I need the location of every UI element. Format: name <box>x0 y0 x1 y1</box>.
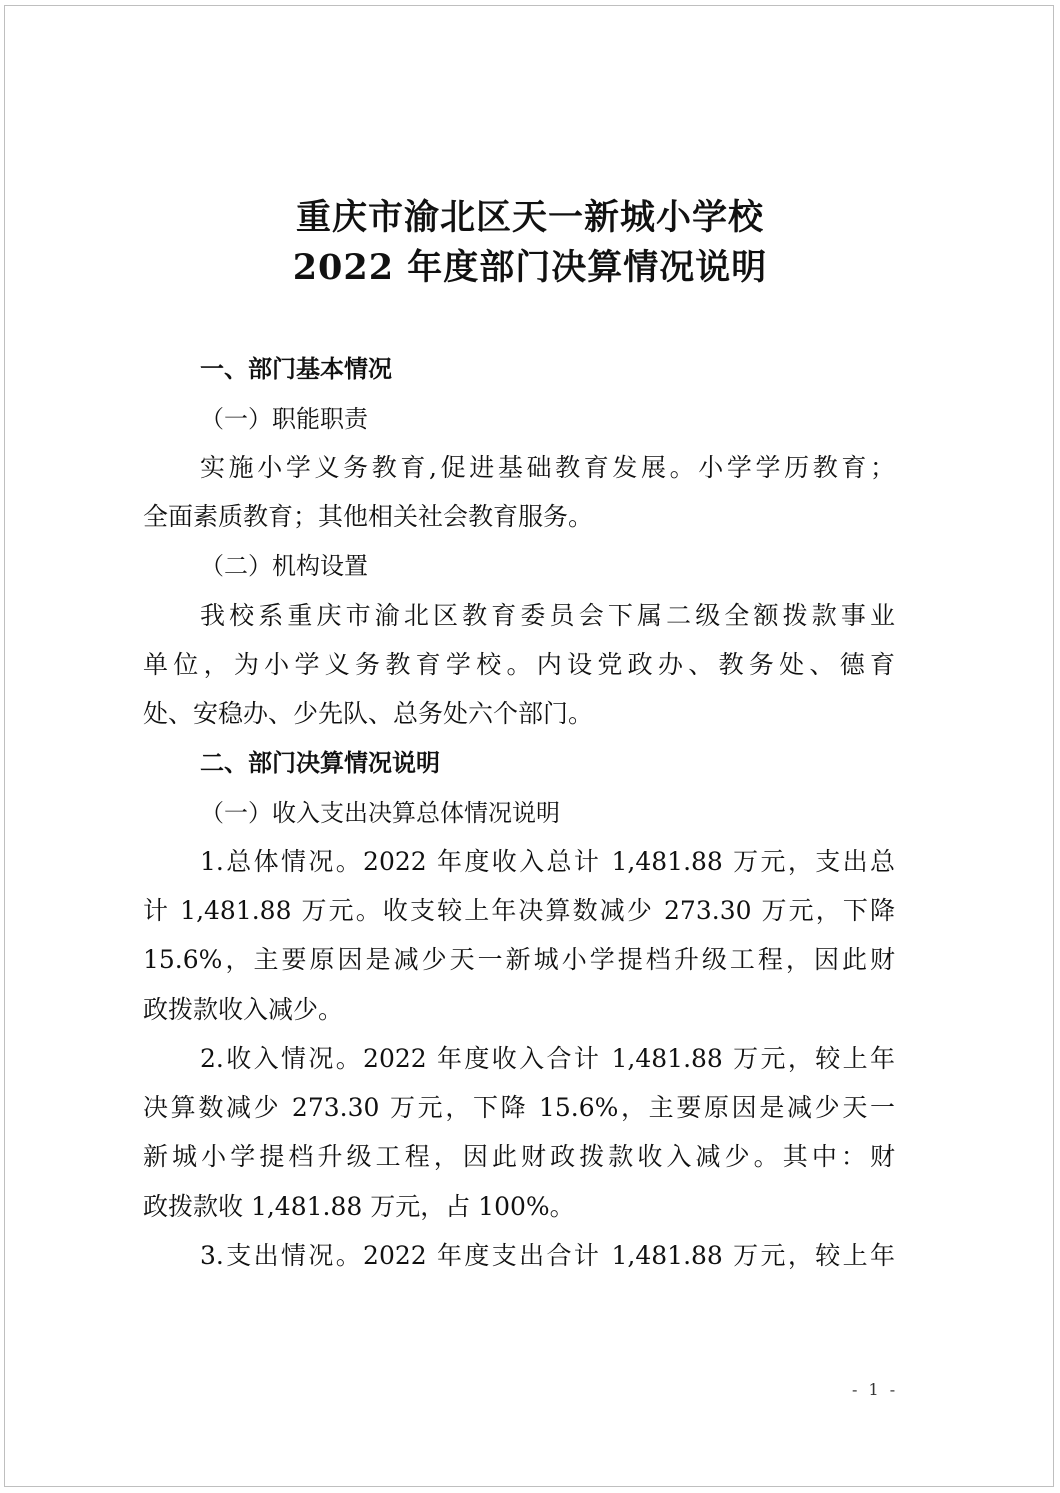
document-title-line-1: 重庆市渝北区天一新城小学校 <box>295 197 764 238</box>
page-number: - 1 - <box>852 1380 899 1399</box>
section-heading-1: 一、部门基本情况 <box>200 355 392 383</box>
paragraph-line: 计 1,481.88 万元。收支较上年决算数减少 273.30 万元，下降 <box>143 896 895 925</box>
paragraph-line: 单位，为小学义务教育学校。内设党政办、教务处、德育 <box>143 650 895 679</box>
paragraph-line: 我校系重庆市渝北区教育委员会下属二级全额拨款事业 <box>200 601 895 630</box>
paragraph-line: 新城小学提档升级工程，因此财政拨款收入减少。其中：财 <box>143 1142 895 1171</box>
paragraph-line: 政拨款收入减少。 <box>143 995 344 1024</box>
paragraph-line: 实施小学义务教育,促进基础教育发展。小学学历教育； <box>200 453 895 482</box>
subsection-heading-functions: （一）职能职责 <box>200 405 368 433</box>
paragraph-line: 处、安稳办、少先队、总务处六个部门。 <box>143 699 594 728</box>
paragraph-line: 1.总体情况。2022 年度收入总计 1,481.88 万元，支出总 <box>200 847 895 876</box>
paragraph-line: 决算数减少 273.30 万元，下降 15.6%，主要原因是减少天一 <box>143 1093 895 1122</box>
section-heading-2: 二、部门决算情况说明 <box>200 749 440 777</box>
paragraph-line: 全面素质教育；其他相关社会教育服务。 <box>143 502 594 531</box>
document-title-line-2: 2022 年度部门决算情况说明 <box>292 247 768 288</box>
paragraph-line: 15.6%，主要原因是减少天一新城小学提档升级工程，因此财 <box>143 945 895 974</box>
paragraph-line: 2.收入情况。2022 年度收入合计 1,481.88 万元，较上年 <box>200 1044 895 1073</box>
subsection-heading-organization: （二）机构设置 <box>200 552 368 580</box>
paragraph-line: 政拨款收 1,481.88 万元，占 100%。 <box>143 1192 575 1221</box>
subsection-heading-overview: （一）收入支出决算总体情况说明 <box>200 799 560 827</box>
paragraph-line: 3.支出情况。2022 年度支出合计 1,481.88 万元，较上年 <box>200 1241 895 1270</box>
